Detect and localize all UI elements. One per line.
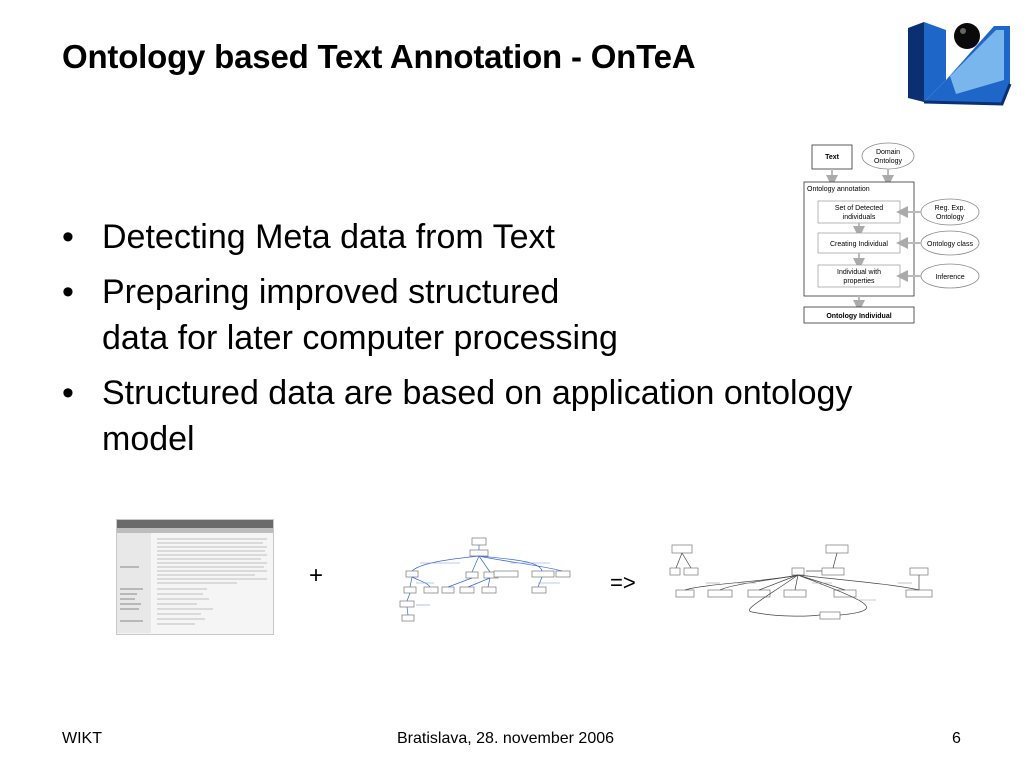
bullet-dot: • (62, 273, 74, 311)
text-box-label: Text (825, 154, 839, 161)
regexp-line2: Ontology (935, 214, 965, 221)
bullet-dot: • (62, 374, 74, 412)
domain-ontology-node (862, 143, 914, 169)
text-document-thumbnail (116, 519, 274, 635)
output-label: Ontology Individual (826, 313, 892, 320)
domain-ontology-line2: Ontology (873, 158, 903, 165)
annotated-individual-thumbnail (662, 540, 938, 624)
bullet-item (62, 370, 1002, 462)
logo-icon (898, 14, 1016, 110)
side-input-regexp (921, 199, 979, 225)
footer-center-label: Bratislava, 28. november 2006 (397, 730, 615, 747)
bullet-text: data for later computer processing (102, 319, 618, 357)
bullet-dot: • (62, 218, 74, 256)
plus-operator: + (309, 562, 324, 589)
document-lines (117, 533, 273, 633)
domain-ontology-line1: Domain (875, 149, 901, 156)
bullet-text: Structured data are based on application ontology (102, 374, 853, 412)
result-arrow-operator: => (610, 570, 636, 595)
bullet-text: Detecting Meta data from Text (102, 218, 555, 256)
ontology-class-label: Ontology class (927, 241, 973, 248)
step-individual-line1: Individual with (837, 269, 881, 276)
slide-title: Ontology based Text Annotation - OnTeA (62, 38, 696, 75)
group-label: Ontology annotation (807, 186, 870, 193)
bullet-text: model (102, 420, 195, 458)
step-creating-label: Creating Individual (830, 241, 888, 248)
page-number: 6 (952, 730, 961, 747)
step-detected-line2: individuals (842, 214, 876, 221)
bullet-text: Preparing improved structured (102, 273, 560, 311)
inference-label: Inference (935, 274, 965, 281)
ontea-process-diagram (794, 140, 994, 330)
regexp-line1: Reg. Exp. (934, 205, 966, 212)
step-individual-line2: properties (843, 278, 875, 285)
ontology-graph-thumbnail (390, 535, 580, 627)
step-detected-line1: Set of Detected (834, 205, 884, 212)
footer-left-label: WIKT (62, 730, 102, 747)
